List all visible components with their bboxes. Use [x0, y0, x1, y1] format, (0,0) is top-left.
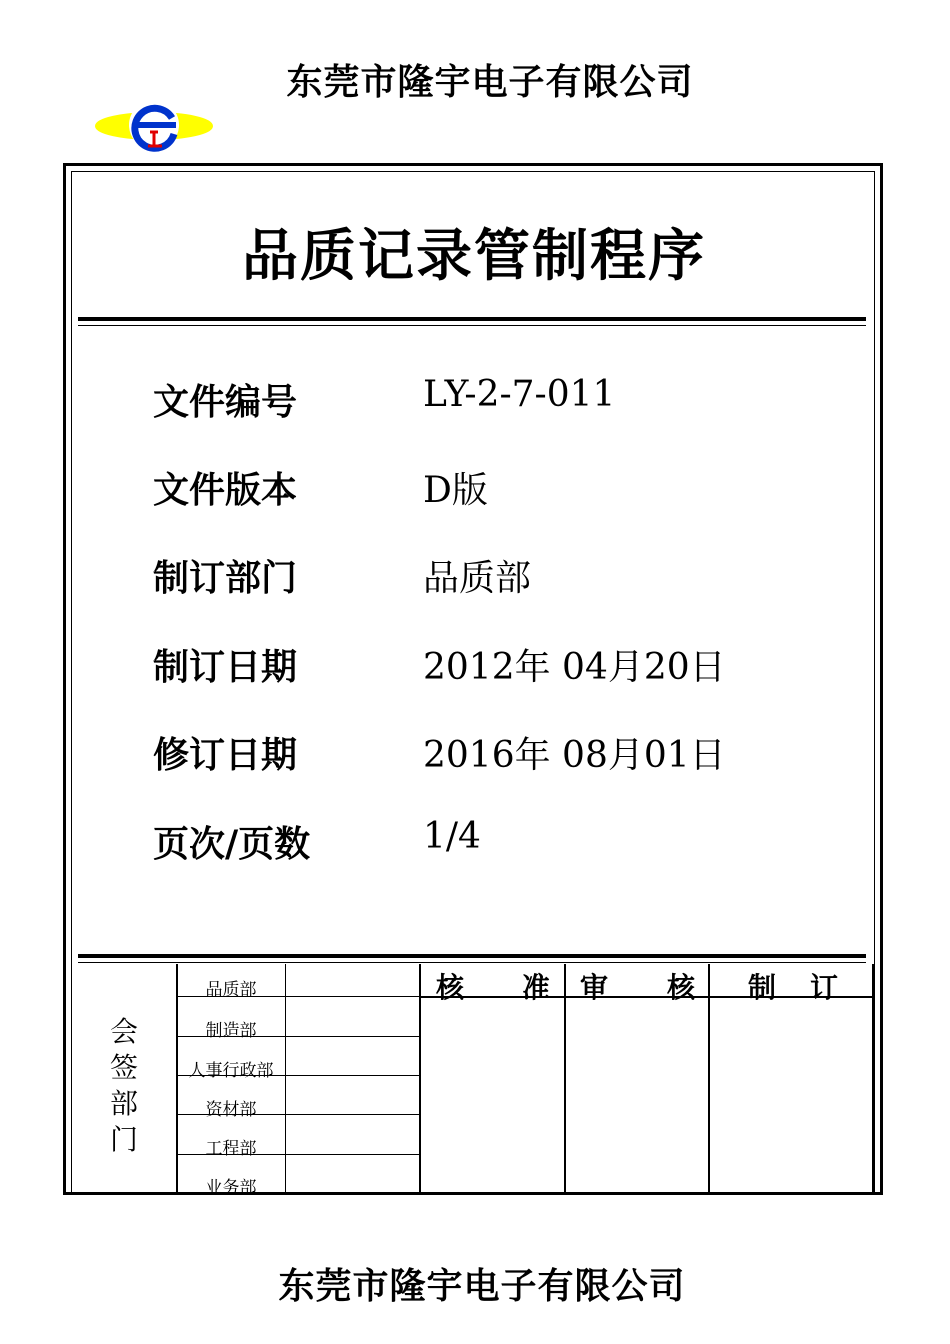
- dept-manufacturing: 制造部: [205, 1021, 257, 1041]
- company-logo-icon: [92, 96, 216, 154]
- signoff-label-char: 门: [109, 1123, 138, 1156]
- signoff-label: [106, 1014, 142, 1158]
- title-divider: [78, 317, 866, 321]
- field-label: 文件版本: [153, 469, 298, 511]
- table-line: [419, 964, 421, 1195]
- draft-header-right: 订: [810, 971, 839, 1004]
- field-value: 品质部: [423, 558, 532, 599]
- title-divider-thin: [78, 325, 866, 326]
- dept-engineering: 工程部: [205, 1139, 257, 1159]
- signoff-divider: [78, 954, 866, 958]
- field-label: 修订日期: [153, 734, 298, 776]
- review-header-right: 核: [667, 971, 696, 1004]
- company-name-top: 东莞市隆宇电子有限公司: [286, 61, 694, 103]
- field-value: 1/4: [423, 816, 481, 857]
- field-label: 制订部门: [153, 557, 298, 599]
- review-header-left: 审: [580, 971, 609, 1004]
- dept-materials: 资材部: [205, 1100, 257, 1120]
- table-line: [419, 996, 874, 998]
- field-value: LY-2-7-011: [423, 374, 616, 415]
- signoff-label-char: 部: [109, 1087, 138, 1120]
- dept-quality: 品质部: [205, 980, 257, 1000]
- field-value: 2016年 08月01日: [423, 735, 726, 776]
- field-value: 2012年 04月20日: [423, 647, 726, 688]
- table-line: [285, 964, 286, 1195]
- approve-header-left: 核: [436, 971, 465, 1004]
- table-line: [708, 964, 710, 1195]
- field-label: 文件编号: [153, 381, 298, 423]
- table-line: [564, 964, 566, 1195]
- dept-sales: 业务部: [205, 1178, 257, 1198]
- dept-hr-admin: 人事行政部: [188, 1061, 274, 1081]
- draft-header-left: 制: [748, 971, 777, 1004]
- field-label: 页次/页数: [153, 823, 311, 865]
- document-title: 品质记录管制程序: [242, 223, 706, 289]
- signoff-divider-thin: [78, 962, 866, 963]
- company-name-bottom: 东莞市隆宇电子有限公司: [278, 1265, 686, 1307]
- signoff-label-char: 会: [109, 1015, 138, 1048]
- signoff-label-char: 签: [109, 1051, 138, 1084]
- table-line: [872, 964, 874, 1195]
- field-value: D版: [423, 470, 488, 511]
- approve-header-right: 准: [522, 971, 551, 1004]
- field-label: 制订日期: [153, 646, 298, 688]
